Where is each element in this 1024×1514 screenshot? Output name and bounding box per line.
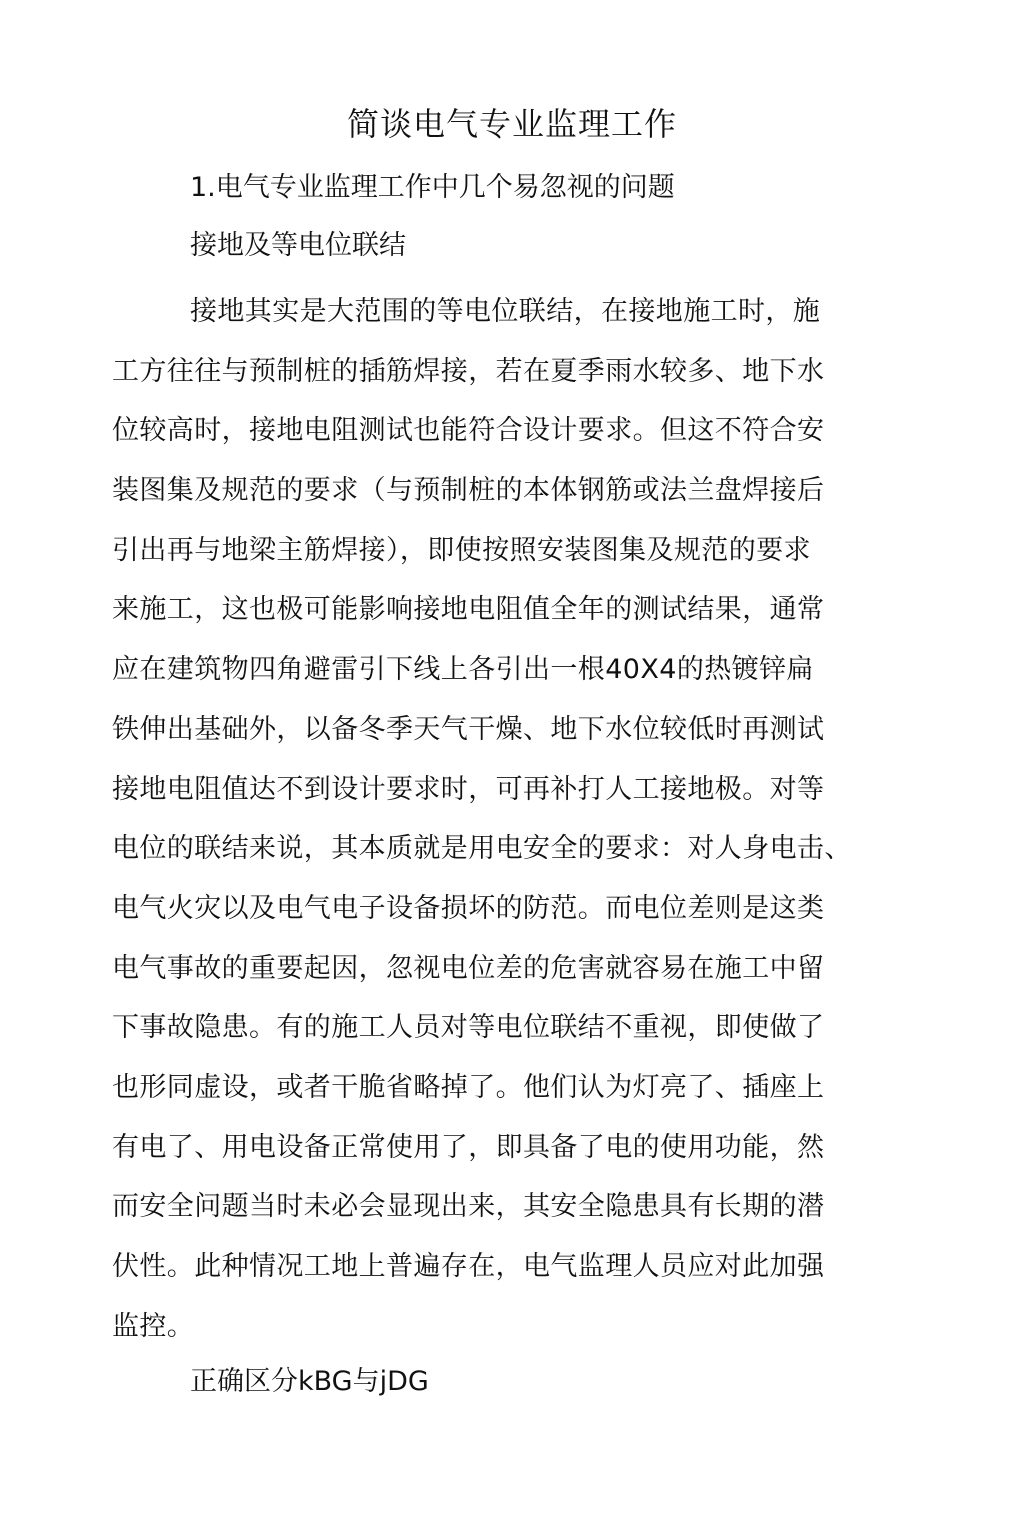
paragraph-line: 来施工，这也极可能影响接地电阻值全年的测试结果，通常	[112, 594, 825, 626]
paragraph-line: 位较高时，接地电阻测试也能符合设计要求。但这不符合安	[112, 415, 825, 447]
paragraph-line: 铁伸出基础外，以备冬季天气干燥、地下水位较低时再测试	[112, 713, 825, 745]
paragraph-line: 有电了、用电设备正常使用了，即具备了电的使用功能，然	[112, 1131, 825, 1163]
section-heading: 1.电气专业监理工作中几个易忽视的问题	[190, 172, 675, 203]
paragraph-line: 电气事故的重要起因，忽视电位差的危害就容易在施工中留	[112, 952, 825, 984]
paragraph-line: 电气火灾以及电气电子设备损坏的防范。而电位差则是这类	[112, 892, 825, 924]
paragraph-line: 伏性。此种情况工地上普遍存在，电气监理人员应对此加强	[112, 1251, 825, 1282]
document-title: 简谈电气专业监理工作	[346, 105, 677, 143]
paragraph-line: 而安全问题当时未必会显现出来，其安全隐患具有长期的潜	[112, 1191, 825, 1223]
paragraph-line: 引出再与地梁主筋焊接），即使按照安装图集及规范的要求	[112, 534, 811, 566]
paragraph-line: 下事故隐患。有的施工人员对等电位联结不重视，即使做了	[112, 1012, 825, 1044]
paragraph-line: 电位的联结来说，其本质就是用电安全的要求：对人身电击、	[112, 833, 852, 865]
paragraph-line: 也形同虚设，或者干脆省略掉了。他们认为灯亮了、插座上	[112, 1071, 825, 1103]
subsection-heading-kbg-jdg: 正确区分kBG与jDG	[190, 1366, 429, 1397]
paragraph-line: 接地电阻值达不到设计要求时，可再补打人工接地极。对等	[112, 773, 825, 805]
paragraph-line: 工方往往与预制桩的插筋焊接，若在夏季雨水较多、地下水	[112, 355, 825, 387]
paragraph-grounding	[112, 282, 860, 1356]
paragraph-line: 接地其实是大范围的等电位联结，在接地施工时，施	[190, 296, 821, 327]
subsection-heading-grounding: 接地及等电位联结	[190, 230, 406, 261]
paragraph-line: 应在建筑物四角避雷引下线上各引出一根40X4的热镀锌扁	[112, 654, 814, 686]
paragraph-line: 装图集及规范的要求（与预制桩的本体钢筋或法兰盘焊接后	[112, 475, 825, 507]
paragraph-line: 监控。	[112, 1310, 195, 1342]
